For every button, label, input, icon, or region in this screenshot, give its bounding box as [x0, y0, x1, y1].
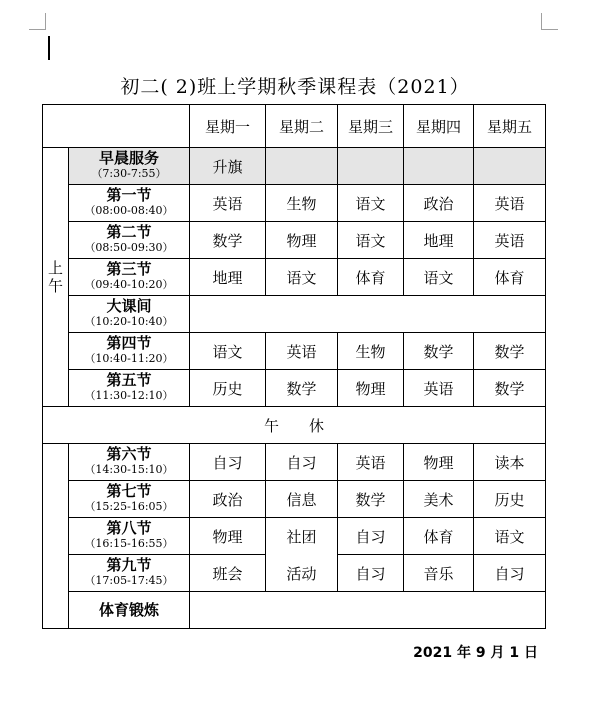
- table-row-period-5: [43, 370, 546, 407]
- cell-class[interactable]: 语文: [404, 259, 474, 296]
- page-corner-mark-top-left: [29, 13, 46, 30]
- table-row-period-1: [43, 185, 546, 222]
- cell-class[interactable]: 地理: [404, 222, 474, 259]
- cell-class[interactable]: 生物: [338, 333, 404, 370]
- cell-class[interactable]: 物理: [338, 370, 404, 407]
- slot-period-2[interactable]: 第二节 （08:50-09:30）: [69, 222, 190, 259]
- header-friday[interactable]: 星期五: [474, 105, 546, 148]
- document-title[interactable]: 初二( 2)班上学期秋季课程表（2021）: [120, 76, 470, 98]
- cell-pe-span[interactable]: [190, 592, 546, 629]
- cell-class[interactable]: 数学: [266, 370, 338, 407]
- cell-empty[interactable]: [404, 148, 474, 185]
- document-date[interactable]: 2021 年 9 月 1 日: [413, 645, 538, 661]
- cell-class[interactable]: 语文: [338, 222, 404, 259]
- cell-class[interactable]: 数学: [474, 370, 546, 407]
- cell-empty[interactable]: [474, 148, 546, 185]
- cell-class[interactable]: 英语: [190, 185, 266, 222]
- table-row-period-8: [43, 518, 546, 555]
- cell-empty[interactable]: [266, 148, 338, 185]
- slot-period-4[interactable]: 第四节 （10:40-11:20）: [69, 333, 190, 370]
- cell-class[interactable]: 语文: [338, 185, 404, 222]
- slot-period-7[interactable]: 第七节 （15:25-16:05）: [69, 481, 190, 518]
- cell-class[interactable]: 信息: [266, 481, 338, 518]
- cell-class[interactable]: 政治: [190, 481, 266, 518]
- cell-class[interactable]: 自习: [266, 444, 338, 481]
- cell-class[interactable]: 体育: [404, 518, 474, 555]
- cell-class[interactable]: 体育: [338, 259, 404, 296]
- cell-class[interactable]: 历史: [474, 481, 546, 518]
- cell-break-span[interactable]: [190, 296, 546, 333]
- text-cursor: [48, 36, 50, 60]
- table-row-period-2: [43, 222, 546, 259]
- cell-class[interactable]: 历史: [190, 370, 266, 407]
- cell-class[interactable]: 英语: [474, 222, 546, 259]
- table-row-period-6: [43, 444, 546, 481]
- table-row-noon-break: [43, 407, 546, 444]
- cell-class[interactable]: 英语: [404, 370, 474, 407]
- cell-class[interactable]: 美术: [404, 481, 474, 518]
- cell-class[interactable]: 读本: [474, 444, 546, 481]
- header-wednesday[interactable]: 星期三: [338, 105, 404, 148]
- slot-period-5[interactable]: 第五节 （11:30-12:10）: [69, 370, 190, 407]
- table-row-period-7: [43, 481, 546, 518]
- cell-flag-raising[interactable]: 升旗: [190, 148, 266, 185]
- cell-class[interactable]: 地理: [190, 259, 266, 296]
- cell-class[interactable]: 数学: [474, 333, 546, 370]
- cell-class[interactable]: 班会: [190, 555, 266, 592]
- cell-class[interactable]: 物理: [190, 518, 266, 555]
- afternoon-label-cell[interactable]: [43, 444, 69, 629]
- table-row-big-break: [43, 296, 546, 333]
- cell-class[interactable]: 音乐: [404, 555, 474, 592]
- header-monday[interactable]: 星期一: [190, 105, 266, 148]
- cell-class[interactable]: 自习: [474, 555, 546, 592]
- cell-class[interactable]: 生物: [266, 185, 338, 222]
- cell-class[interactable]: 数学: [338, 481, 404, 518]
- header-tuesday[interactable]: 星期二: [266, 105, 338, 148]
- table-row-period-4: [43, 333, 546, 370]
- slot-pe-exercise[interactable]: 体育锻炼: [69, 592, 190, 629]
- cell-class[interactable]: 英语: [338, 444, 404, 481]
- morning-label[interactable]: 上 午: [43, 148, 69, 407]
- slot-period-9[interactable]: 第九节 （17:05-17:45）: [69, 555, 190, 592]
- header-thursday[interactable]: 星期四: [404, 105, 474, 148]
- noon-break-cell[interactable]: 午 休: [43, 407, 546, 444]
- cell-class[interactable]: 语文: [190, 333, 266, 370]
- cell-class[interactable]: 物理: [266, 222, 338, 259]
- table-row-morning-service: [43, 148, 546, 185]
- cell-class[interactable]: 政治: [404, 185, 474, 222]
- slot-period-3[interactable]: 第三节 （09:40-10:20）: [69, 259, 190, 296]
- cell-class[interactable]: 自习: [190, 444, 266, 481]
- cell-class[interactable]: 英语: [474, 185, 546, 222]
- corner-cell[interactable]: [43, 105, 190, 148]
- page-corner-mark-top-right: [541, 13, 558, 30]
- cell-class[interactable]: 语文: [266, 259, 338, 296]
- cell-class[interactable]: 自习: [338, 518, 404, 555]
- cell-class[interactable]: 活动: [266, 555, 338, 592]
- table-row-period-9: [43, 555, 546, 592]
- cell-class[interactable]: 数学: [190, 222, 266, 259]
- slot-period-6[interactable]: 第六节 （14:30-15:10）: [69, 444, 190, 481]
- table-row-period-3: [43, 259, 546, 296]
- cell-class[interactable]: 自习: [338, 555, 404, 592]
- cell-class[interactable]: 物理: [404, 444, 474, 481]
- cell-class[interactable]: 社团: [266, 518, 338, 555]
- slot-period-8[interactable]: 第八节 （16:15-16:55）: [69, 518, 190, 555]
- cell-class[interactable]: 英语: [266, 333, 338, 370]
- slot-big-break[interactable]: 大课间 （10:20-10:40）: [69, 296, 190, 333]
- schedule-table: [42, 104, 546, 629]
- table-row-pe-exercise: [43, 592, 546, 629]
- slot-morning-service[interactable]: 早晨服务 （7:30-7:55）: [69, 148, 190, 185]
- cell-class[interactable]: 语文: [474, 518, 546, 555]
- cell-class[interactable]: 体育: [474, 259, 546, 296]
- cell-class[interactable]: 数学: [404, 333, 474, 370]
- slot-period-1[interactable]: 第一节 （08:00-08:40）: [69, 185, 190, 222]
- header-row: [43, 105, 546, 148]
- cell-empty[interactable]: [338, 148, 404, 185]
